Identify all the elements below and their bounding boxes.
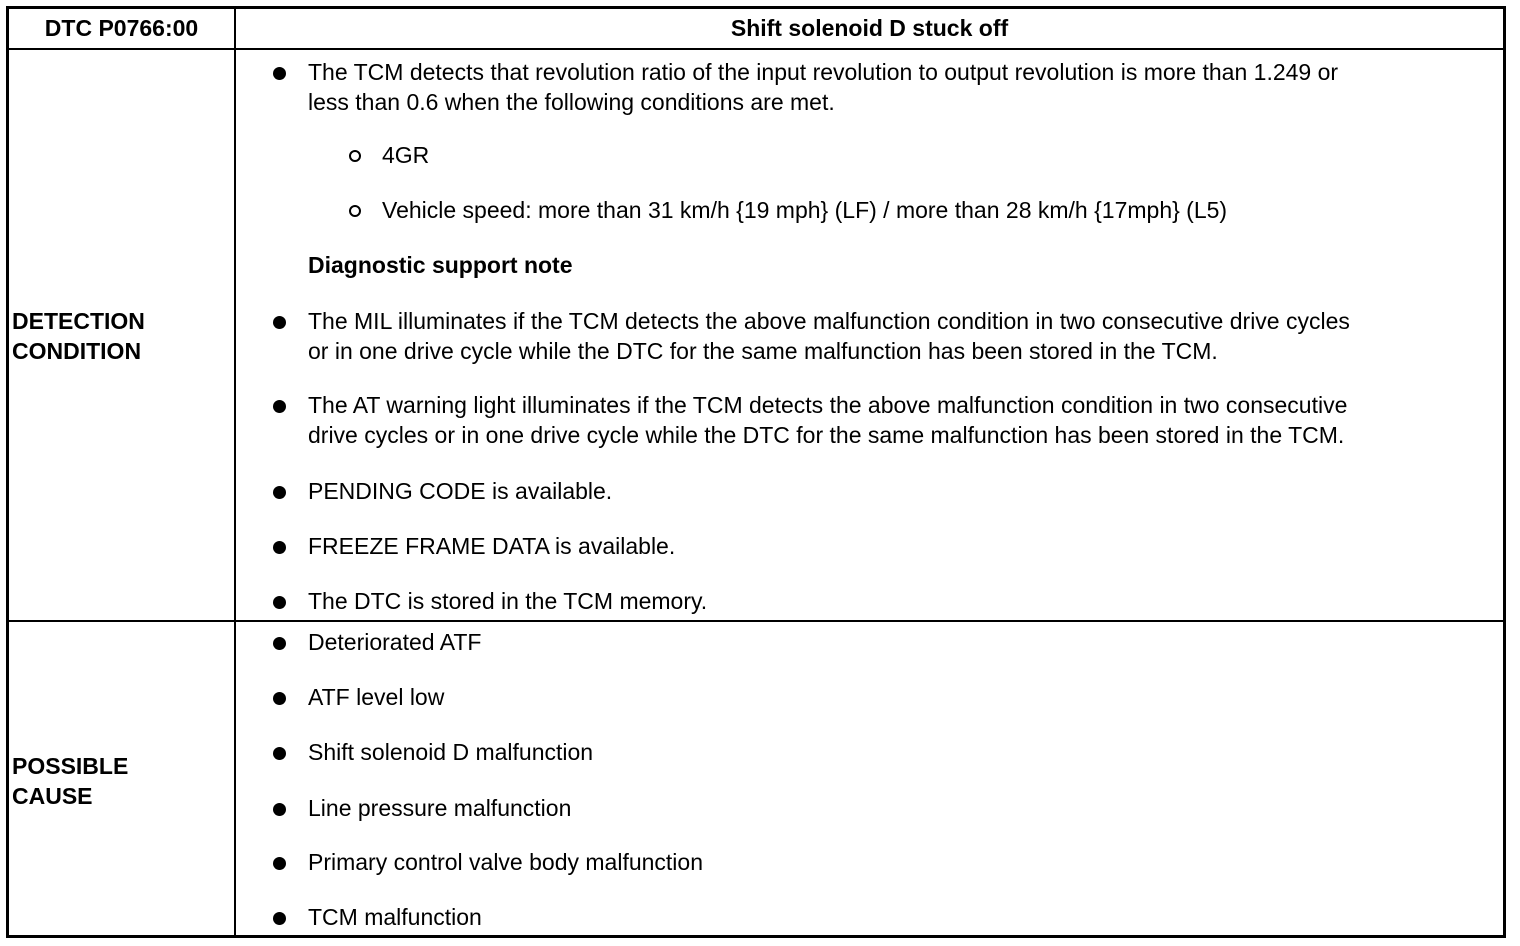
note-2-line1: The AT warning light illuminates if the TCM detects the above malfunction condition in two consecutive bbox=[308, 392, 1348, 418]
note-1-line2: or in one drive cycle while the DTC for the same malfunction has been stored in the TCM. bbox=[308, 338, 1218, 364]
cause-item: Primary control valve body malfunction bbox=[308, 849, 703, 875]
cause-item: Deteriorated ATF bbox=[308, 629, 482, 655]
detection-label-line2: CONDITION bbox=[12, 338, 142, 364]
note-4: FREEZE FRAME DATA is available. bbox=[308, 533, 676, 559]
cause-label-line1: POSSIBLE bbox=[12, 753, 129, 779]
note-3: PENDING CODE is available. bbox=[308, 478, 613, 504]
bullet-icon bbox=[273, 637, 286, 650]
dtc-table bbox=[6, 6, 1506, 938]
detection-item-1-line2: less than 0.6 when the following conditions are met. bbox=[308, 89, 835, 115]
sub-bullet-icon bbox=[349, 150, 361, 162]
note-1-line1: The MIL illuminates if the TCM detects the above malfunction condition in two consecutive drive cycles bbox=[308, 308, 1350, 334]
detection-sub-item-2: Vehicle speed: more than 31 km/h {19 mph} (LF) / more than 28 km/h {17mph} (L5) bbox=[382, 197, 1228, 223]
cause-item: Line pressure malfunction bbox=[308, 795, 572, 821]
detection-sub-item-1: 4GR bbox=[382, 142, 430, 168]
cause-label-line2: CAUSE bbox=[12, 783, 93, 809]
cause-item: ATF level low bbox=[308, 684, 445, 710]
row-divider bbox=[9, 620, 1503, 622]
detection-label-line1: DETECTION bbox=[12, 308, 145, 334]
note-2-line2: drive cycles or in one drive cycle while the DTC for the same malfunction has been stored in the TCM. bbox=[308, 422, 1345, 448]
cause-item: TCM malfunction bbox=[308, 904, 482, 930]
bullet-icon bbox=[273, 316, 286, 329]
bullet-icon bbox=[273, 67, 286, 80]
bullet-icon bbox=[273, 400, 286, 413]
bullet-icon bbox=[273, 596, 286, 609]
bullet-icon bbox=[273, 803, 286, 816]
bullet-icon bbox=[273, 747, 286, 760]
note-5: The DTC is stored in the TCM memory. bbox=[308, 588, 708, 614]
diagnostic-support-note-heading: Diagnostic support note bbox=[308, 252, 573, 278]
bullet-icon bbox=[273, 912, 286, 925]
sub-bullet-icon bbox=[349, 205, 361, 217]
bullet-icon bbox=[273, 486, 286, 499]
detection-condition-label bbox=[12, 306, 227, 366]
dtc-code-cell: DTC P0766:00 bbox=[44, 15, 199, 41]
bullet-icon bbox=[273, 541, 286, 554]
bullet-icon bbox=[273, 692, 286, 705]
detection-item-1-line1: The TCM detects that revolution ratio of the input revolution to output revolution is more than 1.249 or bbox=[308, 59, 1339, 85]
column-divider bbox=[234, 9, 236, 935]
dtc-title-cell: Shift solenoid D stuck off bbox=[730, 15, 1009, 41]
header-divider bbox=[9, 48, 1503, 50]
cause-item: Shift solenoid D malfunction bbox=[308, 739, 594, 765]
possible-cause-label bbox=[12, 751, 227, 811]
bullet-icon bbox=[273, 857, 286, 870]
